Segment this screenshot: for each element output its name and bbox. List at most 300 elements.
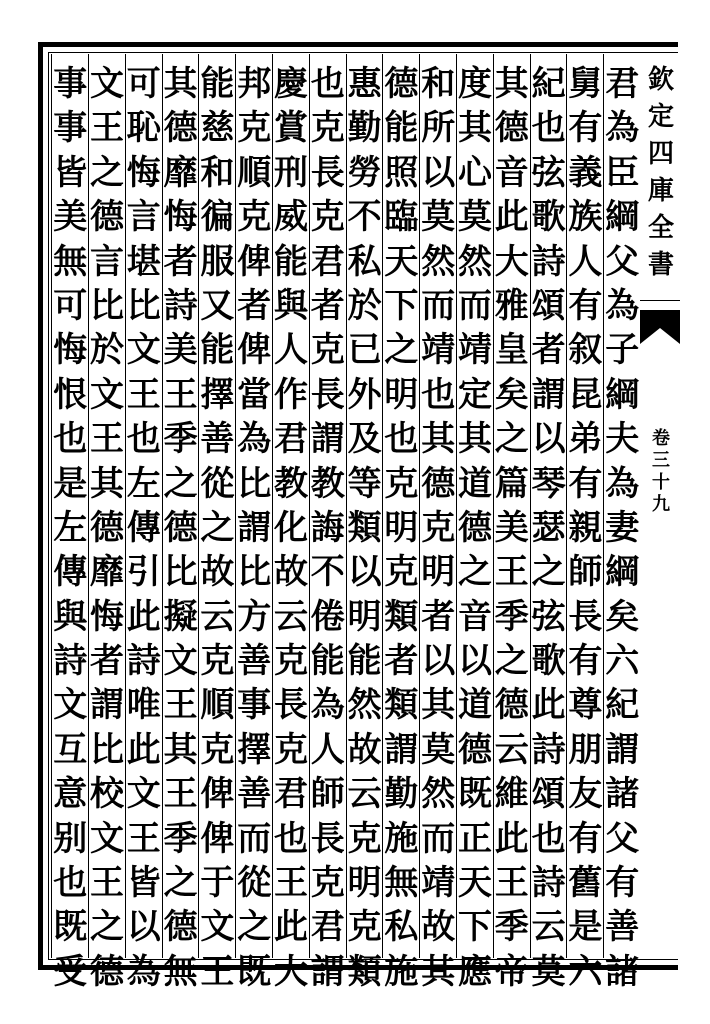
text-char: 天	[384, 241, 419, 282]
margin-divider	[640, 300, 680, 301]
text-char: 君	[274, 419, 308, 460]
text-char: 者	[384, 641, 419, 682]
text-char: 與	[53, 596, 88, 637]
text-char: 文	[163, 641, 198, 682]
text-char: 然	[421, 774, 456, 815]
text-char: 故	[200, 552, 235, 593]
text-char: 莫	[421, 197, 456, 238]
text-char: 外	[347, 374, 382, 415]
text-char: 而	[458, 285, 492, 326]
text-char: 皆	[53, 152, 88, 193]
text-char: 定	[458, 374, 492, 415]
text-char: 傳	[126, 507, 161, 548]
text-char: 能	[274, 241, 308, 282]
text-char: 施	[384, 818, 419, 859]
text-char: 王	[200, 951, 235, 992]
book-title	[646, 62, 676, 284]
text-char: 堪	[126, 241, 161, 282]
text-char: 慈	[200, 108, 235, 149]
text-char: 叙	[568, 330, 603, 371]
text-char: 既	[458, 774, 492, 815]
text-char: 德	[90, 951, 124, 992]
text-char: 德	[494, 108, 529, 149]
text-char: 此	[531, 685, 566, 726]
text-char: 克	[237, 108, 272, 149]
text-char: 然	[421, 241, 456, 282]
text-char: 美	[494, 507, 529, 548]
text-char: 皆	[126, 863, 161, 904]
text-char: 者	[531, 330, 566, 371]
text-char: 有	[568, 285, 603, 326]
text-char: 順	[237, 152, 272, 193]
text-char: 其	[421, 685, 456, 726]
text-char: 季	[494, 596, 529, 637]
text-char: 事	[53, 64, 88, 104]
text-char: 下	[458, 907, 492, 948]
text-char: 俾	[200, 774, 235, 815]
text-char: 長	[568, 596, 603, 637]
text-char: 恨	[53, 374, 88, 415]
text-char: 靡	[90, 552, 124, 593]
text-char: 維	[494, 774, 529, 815]
text-char: 之	[531, 552, 566, 593]
text-char: 王	[163, 374, 198, 415]
text-char: 云	[200, 596, 235, 637]
text-char: 綱	[605, 197, 640, 238]
text-char: 王	[494, 863, 529, 904]
text-char: 德	[458, 729, 492, 770]
text-char: 弦	[531, 596, 566, 637]
text-char: 也	[531, 818, 566, 859]
text-char: 文	[90, 64, 124, 104]
text-char: 比	[237, 552, 272, 593]
text-char: 而	[421, 818, 456, 859]
text-char: 帝	[494, 951, 529, 992]
text-char: 克	[421, 507, 456, 548]
text-char: 心	[458, 152, 492, 193]
text-char: 長	[310, 374, 345, 415]
text-char: 之	[384, 330, 419, 371]
text-char: 類	[384, 596, 419, 637]
text-char: 其	[458, 108, 492, 149]
text-char: 既	[53, 907, 88, 948]
text-char: 王	[163, 774, 198, 815]
text-char: 大	[494, 241, 529, 282]
text-char: 克	[274, 641, 308, 682]
text-char: 德	[163, 108, 198, 149]
text-char: 者	[310, 285, 345, 326]
text-char: 已	[347, 330, 382, 371]
text-char: 惠	[347, 64, 382, 104]
text-char: 無	[53, 241, 88, 282]
text-char: 朋	[568, 729, 603, 770]
text-char: 度	[458, 64, 492, 104]
text-char: 和	[200, 152, 235, 193]
text-char: 言	[126, 197, 161, 238]
text-char: 父	[605, 818, 640, 859]
text-char: 靖	[421, 863, 456, 904]
text-char: 父	[605, 241, 640, 282]
text-char: 之	[90, 152, 124, 193]
text-char: 綱	[605, 374, 640, 415]
text-char: 詩	[531, 729, 566, 770]
text-char: 季	[163, 818, 198, 859]
text-char: 擇	[200, 374, 235, 415]
text-char: 謂	[384, 729, 419, 770]
text-char: 不	[310, 552, 345, 593]
text-char: 有	[605, 863, 640, 904]
text-char: 作	[274, 374, 308, 415]
text-char: 昆	[568, 374, 603, 415]
text-char: 德	[421, 463, 456, 504]
text-char: 方	[237, 596, 272, 637]
text-char: 又	[200, 285, 235, 326]
text-char: 王	[163, 685, 198, 726]
text-char: 為	[605, 108, 640, 149]
text-char: 之	[458, 552, 492, 593]
text-char: 美	[53, 197, 88, 238]
text-char: 從	[200, 463, 235, 504]
text-char: 諸	[605, 774, 640, 815]
text-char: 美	[163, 330, 198, 371]
text-char: 施	[384, 951, 419, 992]
text-char: 故	[274, 552, 308, 593]
text-char: 與	[274, 285, 308, 326]
text-char: 天	[458, 863, 492, 904]
volume-char: 九	[652, 494, 670, 515]
text-char: 也	[310, 64, 345, 104]
text-char: 也	[53, 419, 88, 460]
text-char: 謂	[531, 374, 566, 415]
text-char: 有	[568, 108, 603, 149]
text-char: 謂	[605, 729, 640, 770]
text-char: 德	[494, 685, 529, 726]
text-char: 琴	[531, 463, 566, 504]
text-char: 為	[605, 463, 640, 504]
book-title-char: 庫	[647, 176, 674, 206]
text-char: 服	[200, 241, 235, 282]
text-char: 以	[421, 152, 456, 193]
text-char: 以	[126, 907, 161, 948]
text-char: 能	[384, 108, 419, 149]
text-char: 此	[274, 907, 308, 948]
text-char: 之	[163, 863, 198, 904]
text-char: 故	[421, 907, 456, 948]
text-char: 王	[126, 374, 161, 415]
text-char: 既	[237, 951, 272, 992]
text-char: 私	[347, 241, 382, 282]
text-char: 是	[568, 907, 603, 948]
text-char: 其	[421, 419, 456, 460]
text-char: 刑	[274, 152, 308, 193]
book-title-char: 四	[647, 139, 674, 169]
text-char: 于	[200, 863, 235, 904]
text-char: 德	[163, 507, 198, 548]
text-char: 能	[200, 330, 235, 371]
text-char: 下	[384, 285, 419, 326]
text-char: 俾	[237, 241, 272, 282]
text-char: 者	[421, 596, 456, 637]
text-char: 然	[458, 241, 492, 282]
text-char: 為	[237, 419, 272, 460]
text-char: 等	[347, 463, 382, 504]
text-char: 詩	[163, 285, 198, 326]
text-char: 篇	[494, 463, 529, 504]
text-char: 事	[237, 685, 272, 726]
text-char: 於	[90, 330, 124, 371]
text-char: 也	[384, 419, 419, 460]
text-char: 意	[53, 774, 88, 815]
text-char: 謂	[90, 685, 124, 726]
text-char: 擇	[237, 729, 272, 770]
text-char: 善	[237, 641, 272, 682]
text-char: 尊	[568, 685, 603, 726]
text-char: 者	[90, 641, 124, 682]
text-char: 有	[568, 818, 603, 859]
text-char: 正	[458, 818, 492, 859]
text-char: 克	[274, 729, 308, 770]
text-char: 臨	[384, 197, 419, 238]
text-char: 克	[237, 197, 272, 238]
text-char: 德	[90, 197, 124, 238]
text-char: 長	[310, 152, 345, 193]
text-char: 照	[384, 152, 419, 193]
text-char: 此	[126, 729, 161, 770]
text-char: 故	[347, 729, 382, 770]
text-char: 化	[274, 507, 308, 548]
text-char: 矣	[605, 596, 640, 637]
text-char: 詩	[531, 241, 566, 282]
text-char: 諸	[605, 951, 640, 992]
text-char: 君	[605, 64, 640, 104]
text-char: 克	[200, 729, 235, 770]
text-char: 頌	[531, 774, 566, 815]
text-char: 互	[53, 729, 88, 770]
text-char: 六	[568, 951, 603, 992]
text-char: 詩	[126, 641, 161, 682]
text-char: 臣	[605, 152, 640, 193]
text-char: 悔	[163, 197, 198, 238]
text-char: 有	[568, 641, 603, 682]
text-char: 之	[237, 907, 272, 948]
volume-char: 三	[652, 450, 670, 471]
text-char: 也	[274, 818, 308, 859]
text-char: 王	[90, 863, 124, 904]
text-char: 德	[384, 64, 419, 104]
text-char: 其	[90, 463, 124, 504]
text-char: 為	[126, 951, 161, 992]
text-char: 擬	[163, 596, 198, 637]
text-char: 君	[310, 907, 345, 948]
text-char: 不	[347, 197, 382, 238]
text-char: 德	[90, 507, 124, 548]
text-char: 此	[494, 818, 529, 859]
text-char: 無	[163, 951, 198, 992]
text-char: 克	[310, 330, 345, 371]
text-char: 以	[347, 552, 382, 593]
text-char: 者	[237, 285, 272, 326]
text-char: 比	[237, 463, 272, 504]
text-char: 俾	[237, 330, 272, 371]
text-char: 頌	[531, 285, 566, 326]
text-char: 比	[90, 285, 124, 326]
text-char: 於	[347, 285, 382, 326]
text-char: 明	[384, 507, 419, 548]
text-char: 六	[605, 641, 640, 682]
text-char: 悔	[90, 596, 124, 637]
text-char: 其	[163, 64, 198, 104]
text-char: 王	[126, 818, 161, 859]
text-char: 文	[126, 330, 161, 371]
text-char: 云	[347, 774, 382, 815]
text-char: 夫	[605, 419, 640, 460]
text-char: 事	[53, 108, 88, 149]
text-char: 私	[384, 907, 419, 948]
text-char: 之	[494, 641, 529, 682]
text-char: 靡	[163, 152, 198, 193]
text-char: 文	[90, 374, 124, 415]
text-char: 謂	[310, 951, 345, 992]
text-char: 者	[163, 241, 198, 282]
text-char: 而	[237, 818, 272, 859]
text-char: 類	[347, 507, 382, 548]
text-char: 音	[494, 152, 529, 193]
text-char: 紀	[531, 64, 566, 104]
volume-char: 十	[652, 472, 670, 493]
text-char: 人	[310, 729, 345, 770]
text-char: 靖	[458, 330, 492, 371]
text-char: 受	[53, 951, 88, 992]
text-char: 能	[347, 641, 382, 682]
text-char: 子	[605, 330, 640, 371]
text-char: 威	[274, 197, 308, 238]
text-char: 此	[494, 197, 529, 238]
book-title-char: 欽	[647, 65, 674, 95]
text-char: 言	[90, 241, 124, 282]
text-char: 道	[458, 463, 492, 504]
text-char: 慶	[274, 64, 308, 104]
text-char: 云	[531, 907, 566, 948]
text-char: 以	[458, 641, 492, 682]
text-char: 傳	[53, 552, 88, 593]
text-char: 善	[605, 907, 640, 948]
text-char: 然	[347, 685, 382, 726]
text-char: 謂	[310, 419, 345, 460]
text-char: 歌	[531, 197, 566, 238]
text-char: 為	[310, 685, 345, 726]
text-char: 以	[421, 641, 456, 682]
text-char: 教	[274, 463, 308, 504]
text-char: 克	[347, 818, 382, 859]
text-char: 莫	[531, 951, 566, 992]
text-char: 友	[568, 774, 603, 815]
text-char: 左	[53, 507, 88, 548]
text-char: 明	[421, 552, 456, 593]
text-char: 其	[163, 729, 198, 770]
text-char: 之	[90, 907, 124, 948]
book-title-char: 書	[647, 250, 674, 280]
text-char: 教	[310, 463, 345, 504]
text-char: 俾	[200, 818, 235, 859]
text-char: 王	[494, 552, 529, 593]
book-title-char: 全	[647, 213, 674, 243]
text-char: 之	[200, 507, 235, 548]
text-char: 族	[568, 197, 603, 238]
text-char: 之	[163, 463, 198, 504]
text-char: 道	[458, 685, 492, 726]
text-char: 類	[347, 951, 382, 992]
text-char: 引	[126, 552, 161, 593]
text-char: 云	[494, 729, 529, 770]
text-char: 克	[347, 907, 382, 948]
text-char: 有	[568, 463, 603, 504]
text-char: 德	[458, 507, 492, 548]
text-char: 王	[90, 108, 124, 149]
text-char: 矣	[494, 374, 529, 415]
text-char: 徧	[200, 197, 235, 238]
text-char: 比	[90, 729, 124, 770]
text-char: 其	[458, 419, 492, 460]
text-char: 大	[274, 951, 308, 992]
text-char: 也	[53, 863, 88, 904]
text-char: 弦	[531, 152, 566, 193]
text-char: 比	[126, 285, 161, 326]
text-char: 從	[237, 863, 272, 904]
text-char: 誨	[310, 507, 345, 548]
text-char: 之	[494, 419, 529, 460]
text-char: 能	[310, 641, 345, 682]
text-char: 克	[384, 463, 419, 504]
text-char: 也	[126, 419, 161, 460]
text-char: 是	[53, 463, 88, 504]
text-char: 勤	[384, 774, 419, 815]
text-char: 善	[237, 774, 272, 815]
text-char: 歌	[531, 641, 566, 682]
text-char: 人	[274, 330, 308, 371]
text-char: 也	[531, 108, 566, 149]
text-char: 此	[126, 596, 161, 637]
text-char: 左	[126, 463, 161, 504]
text-char: 校	[90, 774, 124, 815]
text-char: 親	[568, 507, 603, 548]
text-char: 謂	[237, 507, 272, 548]
book-title-char: 定	[647, 102, 674, 132]
text-char: 應	[458, 951, 492, 992]
text-char: 音	[458, 596, 492, 637]
text-char: 云	[274, 596, 308, 637]
text-char: 其	[421, 951, 456, 992]
text-char: 長	[310, 818, 345, 859]
text-char: 文	[126, 774, 161, 815]
text-char: 詩	[53, 641, 88, 682]
text-char: 順	[200, 685, 235, 726]
text-char: 克	[310, 197, 345, 238]
text-char: 克	[200, 641, 235, 682]
text-char: 詩	[531, 863, 566, 904]
fishtail-mark-icon	[640, 310, 680, 344]
text-char: 所	[421, 108, 456, 149]
text-char: 義	[568, 152, 603, 193]
text-char: 明	[347, 863, 382, 904]
text-char: 君	[274, 774, 308, 815]
text-char: 舅	[568, 64, 603, 104]
text-char: 師	[310, 774, 345, 815]
text-char: 舊	[568, 863, 603, 904]
text-char: 王	[90, 419, 124, 460]
text-char: 文	[90, 818, 124, 859]
text-char: 皇	[494, 330, 529, 371]
volume-number	[648, 428, 674, 516]
